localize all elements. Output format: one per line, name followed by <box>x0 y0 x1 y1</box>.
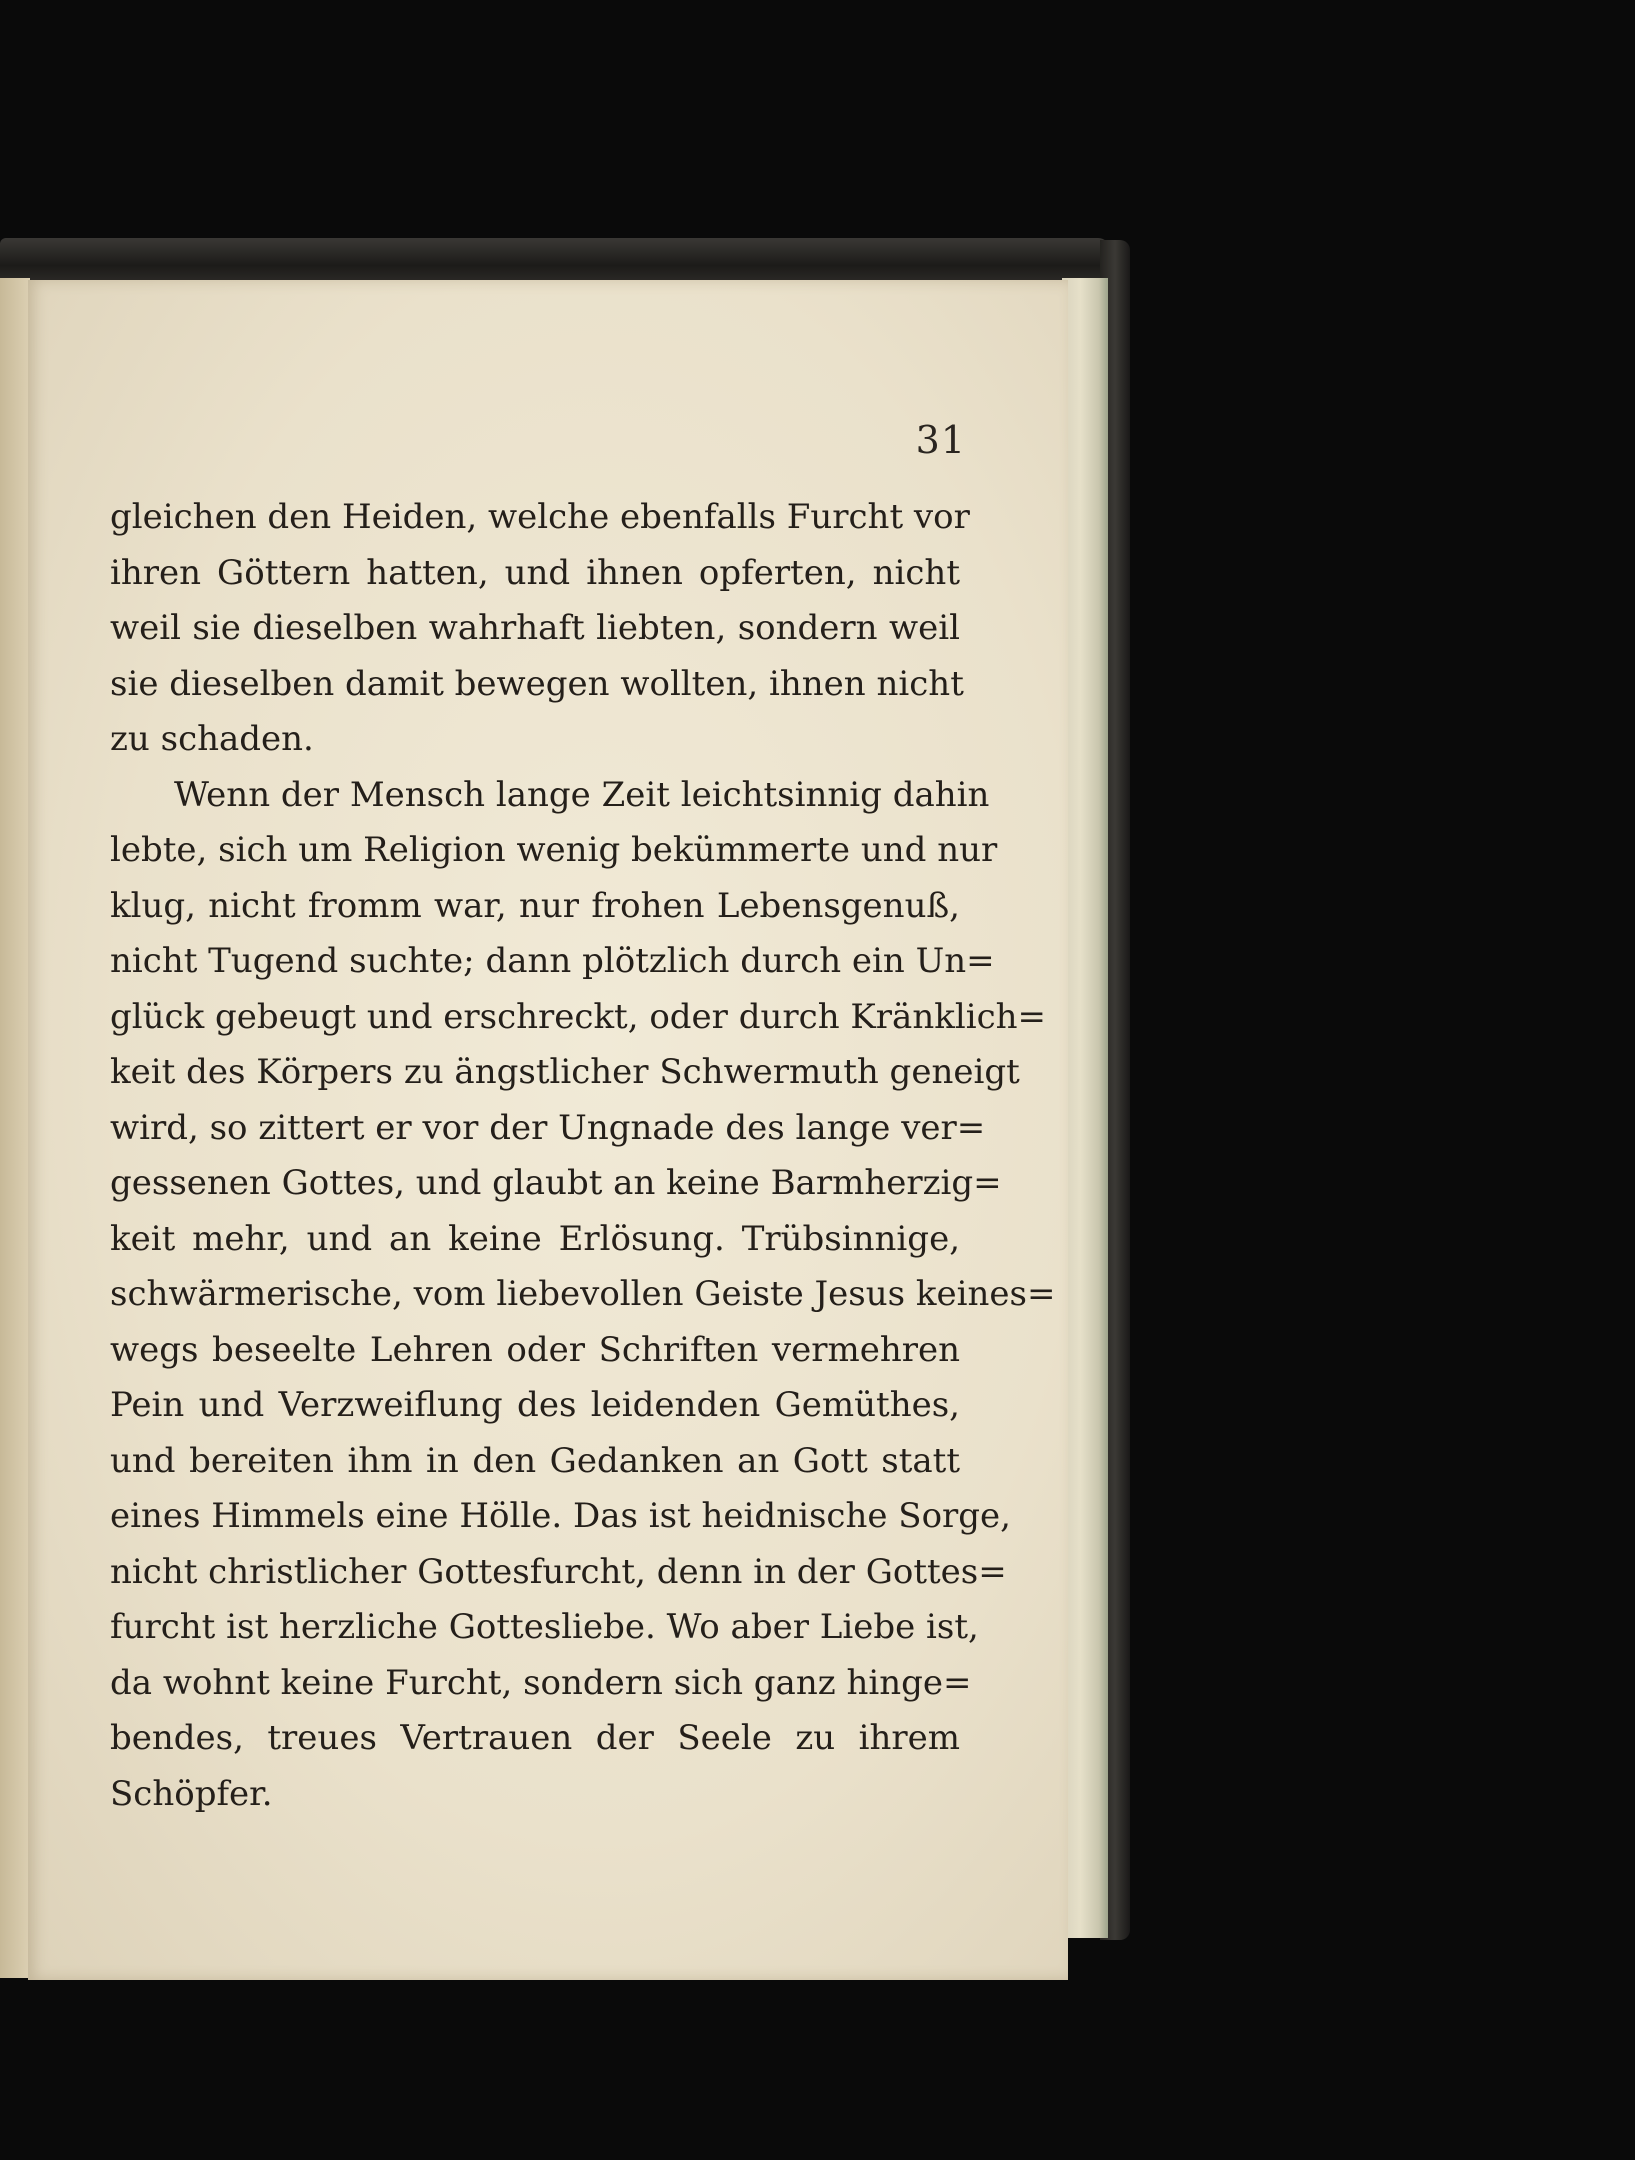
text-line: nicht Tugend suchte; dann plötzlich durch ein Un= <box>110 941 995 981</box>
text-line: keit des Körpers zu ängstlicher Schwermuth geneigt <box>110 1052 1020 1092</box>
text-line: lebte, sich um Religion wenig bekümmerte und nur <box>110 830 998 870</box>
text-line: Wenn der Mensch lange Zeit leichtsinnig dahin <box>174 774 990 815</box>
text-line: gessenen Gottes, und glaubt an keine Barmherzig= <box>110 1163 1002 1203</box>
book-cover-top-edge <box>0 238 1110 284</box>
text-line: ihren Göttern hatten, und ihnen opferten, nicht <box>110 552 960 593</box>
text-line: Pein und Verzweiflung des leidenden Gemüthes, <box>110 1385 960 1425</box>
text-line: glück gebeugt und erschreckt, oder durch Kränklich= <box>110 996 1046 1037</box>
text-line: gleichen den Heiden, welche ebenfalls Furcht vor <box>110 497 970 537</box>
text-line: klug, nicht fromm war, nur frohen Lebensgenuß, <box>110 885 960 926</box>
text-line: zu schaden. <box>110 719 314 759</box>
text-line: wird, so zittert er vor der Ungnade des lange ver= <box>110 1107 986 1148</box>
text-line: wegs beseelte Lehren oder Schriften vermehren <box>110 1329 960 1370</box>
page-block-edge <box>1062 278 1108 1938</box>
text-line: eines Himmels eine Hölle. Das ist heidnische Sorge, <box>110 1496 1011 1536</box>
body-text <box>110 490 1056 1822</box>
text-line: sie dieselben damit bewegen wollten, ihnen nicht <box>110 663 964 704</box>
page-number: 31 <box>915 418 966 462</box>
text-line: weil sie dieselben wahrhaft liebten, sondern weil <box>110 608 960 648</box>
text-line: und bereiten ihm in den Gedanken an Gott statt <box>110 1440 960 1481</box>
facing-page-sliver <box>0 278 30 1978</box>
text-line: da wohnt keine Furcht, sondern sich ganz hinge= <box>110 1662 972 1703</box>
text-line: Schöpfer. <box>110 1773 273 1814</box>
text-line: furcht ist herzliche Gottesliebe. Wo aber Liebe ist, <box>110 1607 979 1647</box>
text-line: nicht christlicher Gottesfurcht, denn in der Gottes= <box>110 1551 1007 1592</box>
text-line: bendes, treues Vertrauen der Seele zu ihrem <box>110 1718 960 1758</box>
text-line: keit mehr, und an keine Erlösung. Trübsinnige, <box>110 1218 960 1259</box>
text-line: schwärmerische, vom liebevollen Geiste Jesus keines= <box>110 1274 1056 1314</box>
book-page <box>28 280 1068 1980</box>
